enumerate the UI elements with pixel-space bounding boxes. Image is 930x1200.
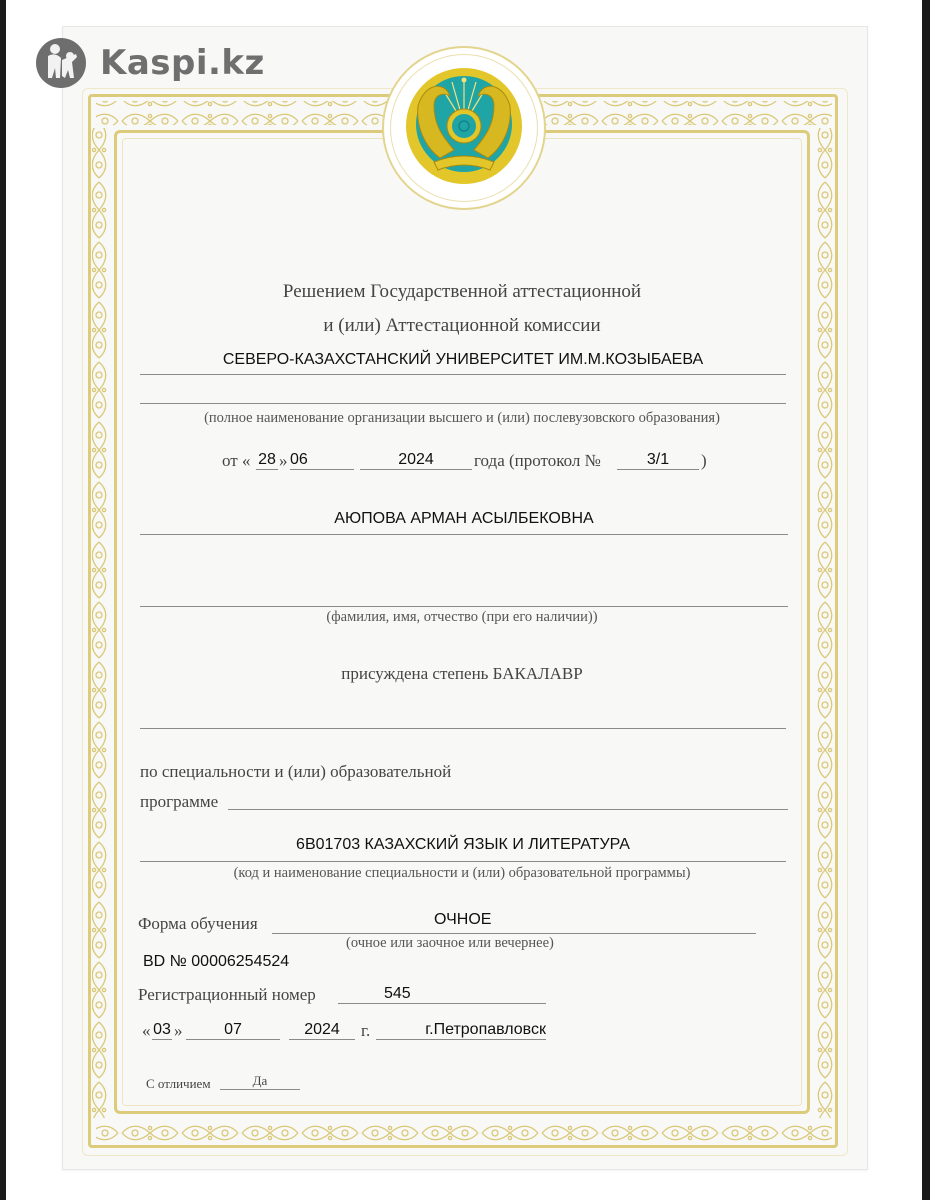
decision-date-quote-close: » (279, 451, 288, 470)
study-form-value: ОЧНОЕ (434, 911, 492, 928)
registration-underline (338, 1003, 546, 1004)
heading-line-2: и (или) Аттестационной комиссии (323, 315, 601, 336)
specialty-label-line-1: по специальности и (или) образовательной (140, 762, 452, 781)
specialty-label-line-2: программе (140, 792, 219, 811)
specialty-caption: (код и наименование специальности и (или) образовательной программы) (233, 865, 691, 881)
full-name-caption: (фамилия, имя, отчество (при его наличии)) (326, 609, 598, 625)
heading-line-1: Решением Государственной аттестационной (282, 281, 642, 302)
organization-caption: (полное наименование организации высшего и (или) послевузовского образования) (204, 410, 720, 426)
organization-underline (140, 374, 786, 375)
issue-day: 03 (153, 1021, 171, 1038)
honors-label: С отличием (146, 1076, 211, 1091)
state-emblem-icon (404, 66, 524, 186)
honors-value: Да (220, 1073, 300, 1090)
diploma-series-number: BD № 00006254524 (143, 953, 290, 970)
organization-underline-2 (140, 403, 786, 404)
issue-date-open-quote: « (142, 1021, 151, 1040)
decision-date-prefix: от « (222, 451, 251, 470)
kaspi-brand-text: Kaspi.kz (100, 43, 265, 83)
study-form-label: Форма обучения (138, 914, 258, 933)
decision-year: 2024 (360, 451, 472, 470)
organization-name: СЕВЕРО-КАЗАХСТАНСКИЙ УНИВЕРСИТЕТ ИМ.М.КОЗЫБАЕВА (222, 351, 704, 368)
issue-month: 07 (186, 1021, 280, 1040)
specialty-label-underline (228, 809, 788, 810)
graduate-full-name: АЮПОВА АРМАН АСЫЛБЕКОВНА (334, 510, 594, 527)
full-name-underline (140, 534, 788, 535)
decision-year-suffix: года (протокол № (474, 451, 601, 470)
protocol-number: 3/1 (617, 451, 699, 470)
kaspi-logo-icon (36, 38, 86, 88)
study-form-underline (272, 933, 756, 934)
registration-label: Регистрационный номер (138, 985, 316, 1004)
issue-date-close-quote: » (174, 1021, 183, 1040)
study-form-caption: (очное или заочное или вечернее) (346, 935, 554, 951)
issue-year-suffix: г. (361, 1021, 371, 1040)
registration-number: 545 (384, 985, 411, 1002)
decision-day: 28 (256, 451, 278, 470)
kaspi-watermark (36, 38, 265, 88)
decision-month: 06 (290, 451, 354, 470)
degree-awarded: присуждена степень БАКАЛАВР (341, 664, 583, 683)
degree-underline (140, 728, 786, 729)
issue-city: г.Петропавловск (376, 1021, 546, 1040)
issue-year: 2024 (289, 1021, 355, 1040)
specialty-name: 6В01703 КАЗАХСКИЙ ЯЗЫК И ЛИТЕРАТУРА (296, 836, 630, 853)
specialty-underline (140, 861, 786, 862)
decision-close-paren: ) (701, 451, 707, 470)
full-name-underline-2 (140, 606, 788, 607)
